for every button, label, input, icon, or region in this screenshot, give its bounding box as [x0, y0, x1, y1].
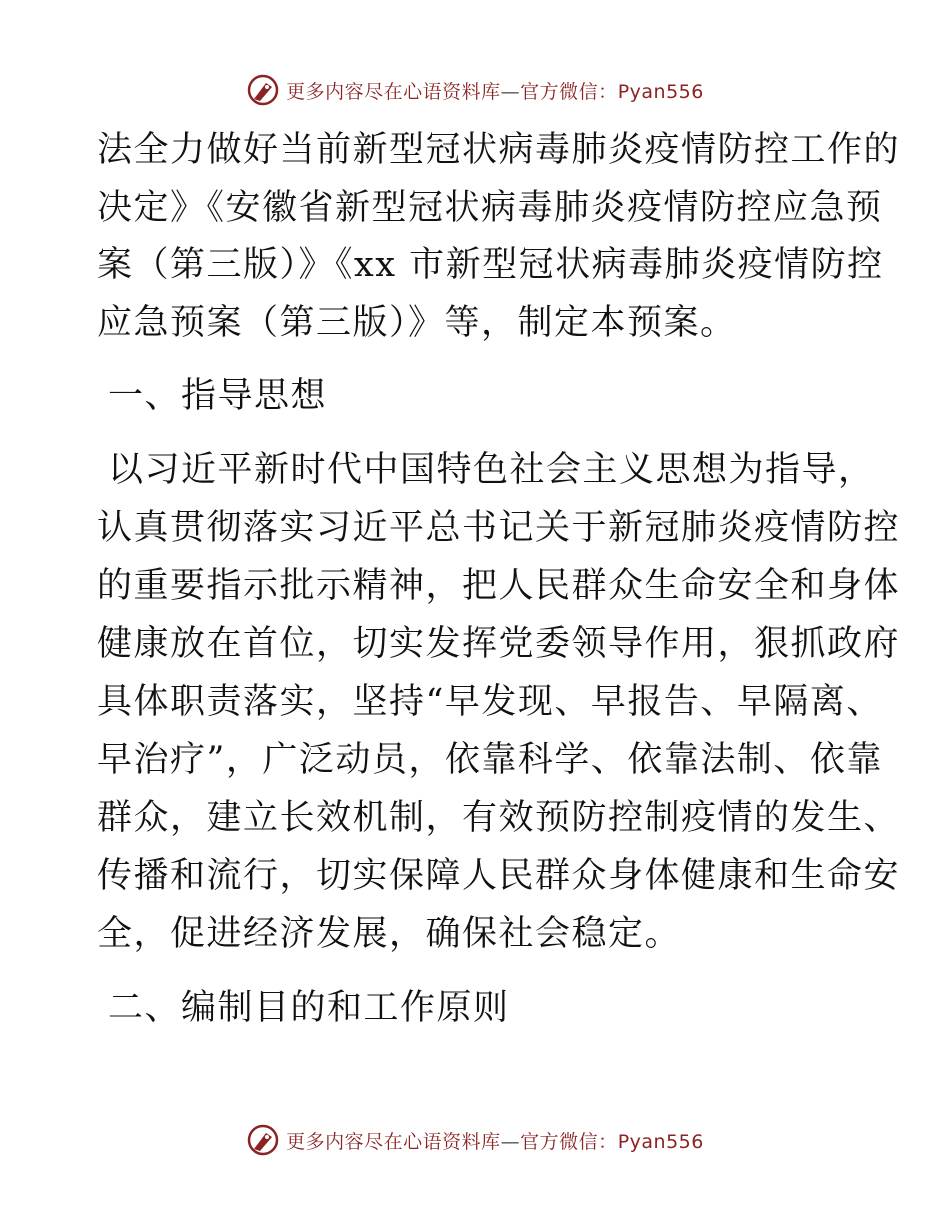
banner-site-text: 更多内容尽在心语资料库	[286, 1130, 501, 1153]
paragraph-line: 以习近平新时代中国特色社会主义思想为指导，	[108, 450, 875, 490]
banner-site-text: 更多内容尽在心语资料库	[286, 80, 501, 103]
paragraph-line: 早治疗”，广泛动员，依靠科学、依靠法制、依靠	[97, 740, 883, 780]
banner-text	[286, 77, 704, 104]
banner-separator: —	[500, 80, 521, 103]
banner-contact-label: 官方微信：	[520, 1130, 618, 1153]
banner-text	[286, 1127, 704, 1154]
paragraph-line: 法全力做好当前新型冠状病毒肺炎疫情防控工作的	[97, 130, 901, 170]
paragraph-line: 认真贯彻落实习近平总书记关于新冠肺炎疫情防控	[97, 508, 901, 548]
pen-nib-logo-icon	[246, 73, 280, 107]
footer-banner	[0, 1120, 950, 1160]
paragraph-line: 群众，建立长效机制，有效预防控制疫情的发生、	[97, 798, 901, 838]
pen-nib-logo-icon	[246, 1123, 280, 1157]
paragraph-line: 决定》《安徽省新型冠状病毒肺炎疫情防控应急预	[97, 188, 883, 228]
banner-contact-handle: Pyan556	[617, 1130, 704, 1153]
paragraph-line: 健康放在首位，切实发挥党委领导作用，狠抓政府	[97, 624, 901, 664]
banner-contact-handle: Pyan556	[617, 80, 704, 103]
paragraph-line: 案（第三版）》《xx 市新型冠状病毒肺炎疫情防控	[97, 245, 884, 285]
banner-separator: —	[500, 1130, 521, 1153]
banner-contact-label: 官方微信：	[520, 80, 618, 103]
paragraph-line: 应急预案（第三版）》等，制定本预案。	[97, 303, 737, 343]
paragraph-line: 全，促进经济发展，确保社会稳定。	[97, 914, 682, 954]
section-heading-1: 一、指导思想	[108, 376, 328, 416]
paragraph-line: 传播和流行，切实保障人民群众身体健康和生命安	[97, 856, 901, 896]
paragraph-line: 具体职责落实，坚持“早发现、早报告、早隔离、	[97, 682, 883, 722]
paragraph-line: 的重要指示批示精神，把人民群众生命安全和身体	[97, 566, 901, 606]
header-banner	[0, 70, 950, 110]
section-heading-2: 二、编制目的和工作原则	[108, 988, 510, 1028]
